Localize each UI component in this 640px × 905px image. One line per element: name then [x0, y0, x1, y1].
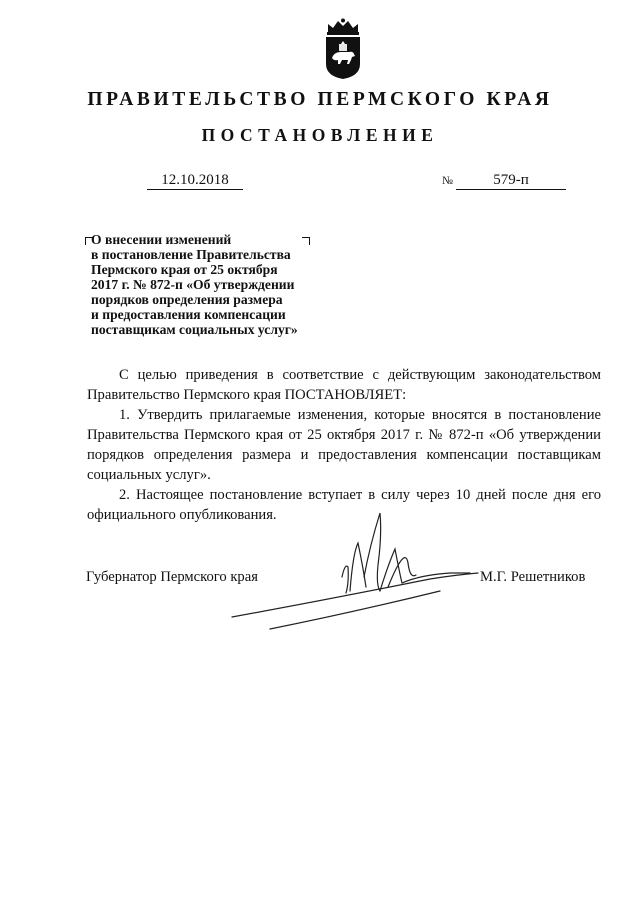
subject-line: в постановление Правительства — [91, 247, 291, 262]
document-body — [87, 365, 601, 525]
body-paragraph: С целью приведения в соответствие с действующим законодательством Правительство Пермского края ПОСТАНОВЛЯЕТ: — [87, 367, 601, 403]
body-paragraph: 1. Утвердить прилагаемые изменения, которые вносятся в постановление Правительства Пермского края от 25 октября 2017 г. № 872-п «Об утверждении порядков определения размера и предоставления компенсации поставщикам социальных услуг». — [87, 407, 601, 483]
signer-name: М.Г. Решетников — [480, 569, 586, 585]
document-subject — [91, 232, 341, 337]
signer-title: Губернатор Пермского края — [86, 569, 258, 585]
number-sign: № — [442, 175, 453, 187]
subject-line: Пермского края от 25 октября — [91, 262, 278, 277]
subject-line: 2017 г. № 872-п «Об утверждении — [91, 277, 295, 292]
handwritten-signature-icon — [230, 505, 480, 635]
subject-line: поставщикам социальных услуг» — [91, 322, 298, 337]
subject-line: О внесении изменений — [91, 232, 232, 247]
body-paragraph: 2. Настоящее постановление вступает в силу через 10 дней после дня его официального опубликования. — [87, 487, 601, 523]
government-name: ПРАВИТЕЛЬСТВО ПЕРМСКОГО КРАЯ — [87, 89, 553, 110]
subject-line: и предоставления компенсации — [91, 307, 286, 322]
coat-of-arms-icon — [322, 18, 364, 80]
document-type: ПОСТАНОВЛЕНИЕ — [201, 125, 439, 145]
subject-line: порядков определения размера — [91, 292, 283, 307]
document-number: 579-п — [456, 172, 566, 190]
document-date: 12.10.2018 — [147, 172, 243, 190]
